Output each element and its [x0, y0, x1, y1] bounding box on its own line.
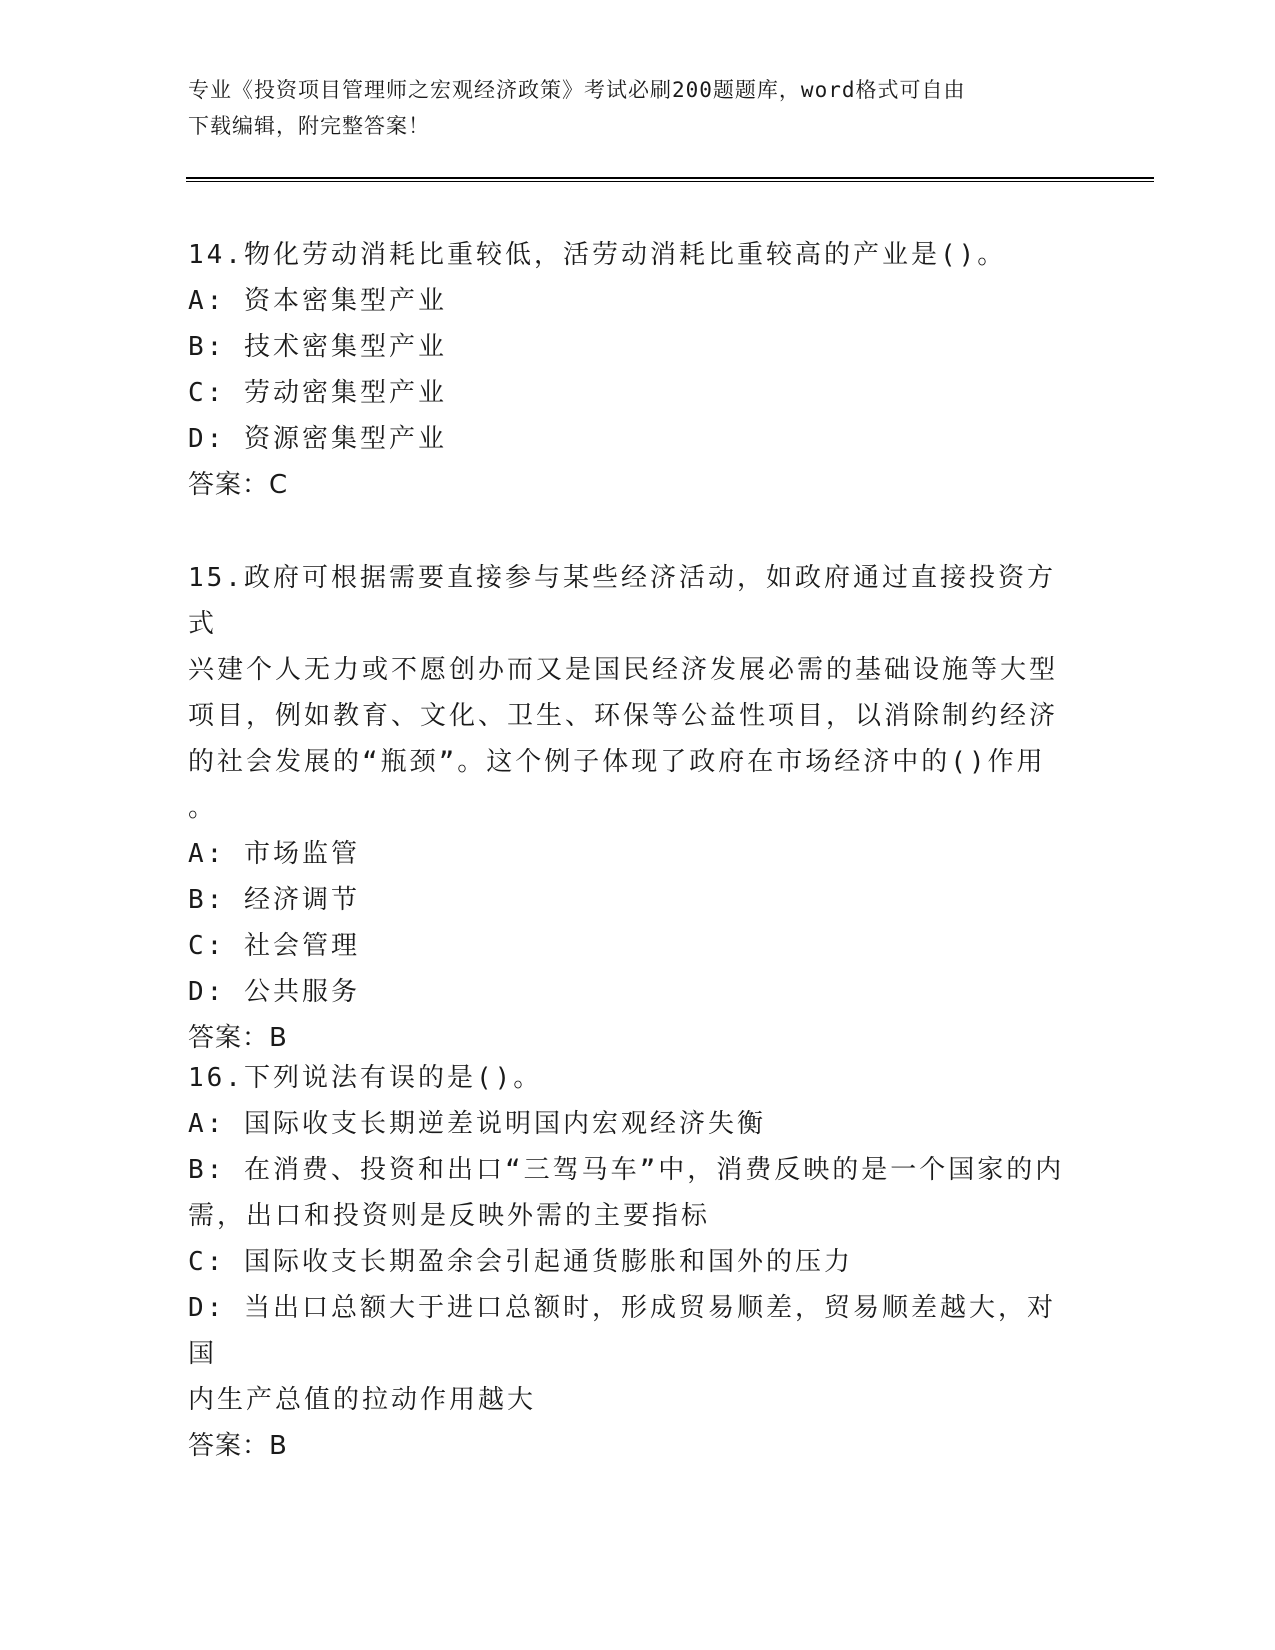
- question-15: [188, 555, 1078, 1061]
- option-d: D: 公共服务: [188, 977, 360, 1007]
- question-16: [188, 1055, 1078, 1469]
- option-b: B: 在消费、投资和出口“三驾马车”中，消费反映的是一个国家的内 需，出口和投资则是反映外需的主要指标: [188, 1155, 1065, 1231]
- option-c: C: 社会管理: [188, 931, 360, 961]
- answer-label: 答案：C: [188, 470, 289, 500]
- option-a: A: 国际收支长期逆差说明国内宏观经济失衡: [188, 1109, 766, 1139]
- question-stem-line-3: 项目，例如教育、文化、卫生、环保等公益性项目，以消除制约经济: [188, 701, 1059, 731]
- answer-label: 答案：B: [188, 1431, 288, 1461]
- option-d: D: 当出口总额大于进口总额时，形成贸易顺差，贸易顺差越大，对国 内生产总值的拉动作用越大: [188, 1293, 1056, 1415]
- header-line-1: 专业《投资项目管理师之宏观经济政策》考试必刷200题题库，word格式可自由: [188, 78, 966, 102]
- answer-label: 答案：B: [188, 1023, 288, 1053]
- question-stem-line-1: 15.政府可根据需要直接参与某些经济活动，如政府通过直接投资方式: [188, 563, 1056, 639]
- option-c: C: 劳动密集型产业: [188, 378, 447, 408]
- question-stem-line-2: 兴建个人无力或不愿创办而又是国民经济发展必需的基础设施等大型: [188, 655, 1059, 685]
- document-header: [188, 72, 1068, 144]
- option-a: A: 资本密集型产业: [188, 286, 447, 316]
- question-stem: 14.物化劳动消耗比重较低，活劳动消耗比重较高的产业是()。: [188, 240, 1007, 270]
- header-line-2: 下载编辑，附完整答案！: [188, 114, 430, 138]
- question-stem-line-5: 。: [188, 793, 218, 823]
- question-stem-line-4: 的社会发展的“瓶颈”。这个例子体现了政府在市场经济中的()作用: [188, 747, 1046, 777]
- question-14: [188, 232, 1078, 508]
- option-b: B: 技术密集型产业: [188, 332, 447, 362]
- question-stem: 16.下列说法有误的是()。: [188, 1063, 543, 1093]
- header-divider: [186, 177, 1154, 182]
- option-d: D: 资源密集型产业: [188, 424, 447, 454]
- option-a: A: 市场监管: [188, 839, 360, 869]
- option-c: C: 国际收支长期盈余会引起通货膨胀和国外的压力: [188, 1247, 853, 1277]
- option-b: B: 经济调节: [188, 885, 360, 915]
